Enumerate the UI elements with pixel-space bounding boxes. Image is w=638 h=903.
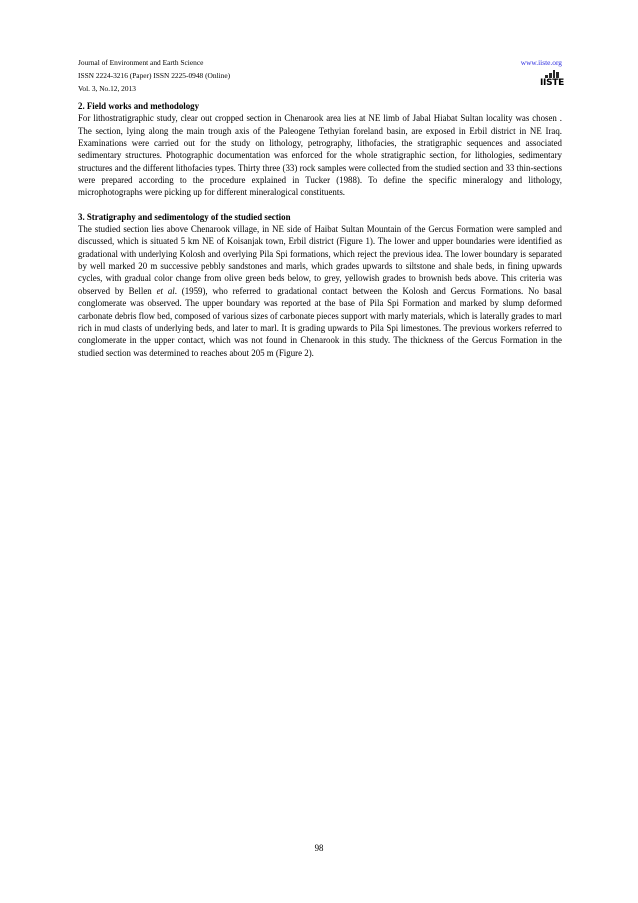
section-3-paragraph	[78, 223, 562, 359]
issn: ISSN 2224-3216 (Paper) ISSN 2225-0948 (Online)	[78, 71, 231, 80]
section-3-text-part1: The studied section lies above Chenarook village, in NE side of Haibat Sultan Mountain of the Gercus Formation were sampled and discussed, which is situated 5 km NE of Koisanjak town, Erbil district (Figure 1). The lower and upper boundaries were identified as gradational with underlying Kolosh and overlying Pila Spi formations, which reject the previous idea. The lower boundary is separated by well marked 20 m successive pebbly sandstones and marls, which grades upwards to siltstone and shale beds, in fining upwards cycles, with gradual color change from olive green beds below, to grey, yellowish grades to brownish beds above. This criteria was observed by Bellen	[78, 224, 562, 296]
volume-info: Vol. 3, No.12, 2013	[78, 84, 136, 93]
section-3-italic: et al	[156, 285, 175, 296]
iiste-logo	[540, 70, 562, 92]
section-3-title: 3. Stratigraphy and sedimentology of the studied section	[78, 211, 291, 222]
page-number: 98	[314, 843, 324, 853]
page-header	[78, 56, 562, 96]
journal-name: Journal of Environment and Earth Science	[78, 58, 204, 67]
logo-bars-icon	[545, 70, 559, 78]
section-3-text-part2: . (1959), who referred to gradational contact between the Kolosh and Gercus Formations. No basal conglomerate was observed. The upper boundary was reported at the base of Pila Spi Formation and marked by slump deformed carbonate debris flow bed, composed of various sizes of carbonate pieces support with marly materials, which is laterally grades to marl rich in mud clasts of underlying beds, and later to marl. It is grading upwards to Pila Spi limestones. The previous workers referred to conglomerate in the upper contact, which was not found in Chenarook in this study. The thickness of the Gercus Formation in the studied section was determined to reaches about 205 m (Figure 2).	[78, 285, 562, 358]
article-body	[78, 100, 562, 359]
section-2-paragraph: For lithostratigraphic study, clear out cropped section in Chenarook area lies at NE limb of Jabal Hiabat Sultan locality was chosen . The section, lying along the main trough axis of the Paleogene Tethyian foreland basin, are exposed in Erbil district in NE Iraq. Examinations were carried out for the study on lithology, petrography, lithofacies, the stratigraphic sequences and associated sedimentary structures. Photographic documentation was enforced for the whole stratigraphic section, for lithologies, sedimentary structures and the different lithofacies types. Thirty three (33) rock samples were collected from the studied section and 33 thin-sections were prepared according to the procedure explained in Tucker (1988). To define the specific mineralogy and lithology, microphotographs were picking up for different mineralogical constituents.	[78, 113, 562, 198]
logo-text: IISTE	[540, 78, 564, 88]
journal-url-link[interactable]: www.iiste.org	[520, 58, 562, 67]
section-2-title: 2. Field works and methodology	[78, 101, 200, 111]
